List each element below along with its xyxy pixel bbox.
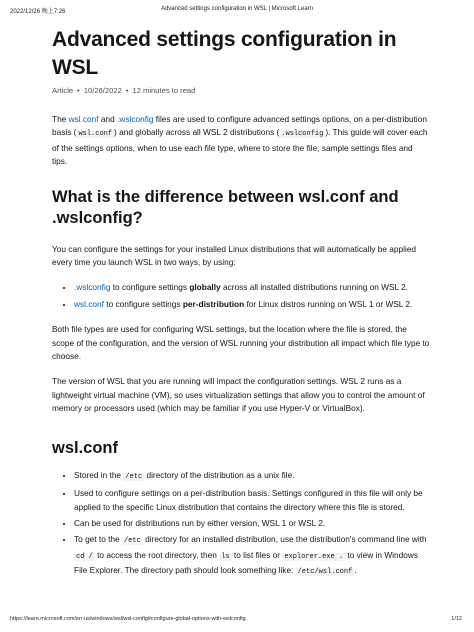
wslconfig-link[interactable]: .wslconfig: [117, 114, 154, 124]
inline-code: cd /: [76, 552, 93, 561]
list-item: • Used to configure settings on a per-distribution basis. Settings configured in this file will only be applied to the specific Linux distribution that contains the directory where this file is stored.: [74, 487, 430, 514]
list-item: • Can be used for distributions run by either version, WSL 1 or WSL 2.: [74, 517, 430, 530]
article-date: 10/26/2022: [83, 86, 122, 95]
list-text: across all installed distributions running on WSL 2.: [220, 282, 409, 293]
inline-code: /etc/wsl.conf: [297, 568, 353, 577]
list-text: directory of the distribution as a unix file.: [144, 469, 295, 480]
inline-code: .wslconfig: [281, 130, 324, 139]
list-text: to configure settings: [110, 282, 190, 293]
print-header: [10, 6, 464, 18]
list-item: [74, 533, 430, 579]
emphasis-text: per-distribution: [182, 298, 245, 309]
article-title: Advanced settings configuration in WSL: [52, 28, 397, 79]
wsl-conf-link[interactable]: wsl.conf: [68, 114, 99, 124]
list-text: directory for an installed distribution, use the distribution's command line with: [142, 534, 427, 545]
section1-paragraph-3: The version of WSL that you are running will impact the configuration settings. WSL 2 runs as a lightweight virtual machine (VM), so uses virtualization settings that allow you to control the amount of memory or processors used (which may be familiar if you use Hyper-V or VirtualBox).: [52, 376, 425, 414]
wslconfig-link[interactable]: .wslconfig: [74, 282, 111, 293]
list-text: to list files or: [231, 549, 283, 560]
list-text: to view in Windows File Explorer. The directory path should look something like:: [74, 549, 418, 576]
section1-paragraph-1: You can configure the settings for your installed Linux distributions that will automatically be applied every time you launch WSL in two ways, by using:: [52, 243, 417, 268]
list-text: for Linux distros running on WSL 1 or WSL 2.: [244, 298, 413, 309]
section1-paragraph-2: Both file types are used for configuring WSL settings, but the location where the file is stored, the scope of the configuration, and the version of WSL running your distribution all impact which file type to choose.: [52, 324, 430, 362]
print-datetime: 2022/12/26 晚上7:26: [10, 9, 66, 15]
inline-code: wsl.conf: [78, 130, 113, 139]
section-heading-difference: What is the difference between wsl.conf and .wslconfig?: [52, 187, 399, 227]
list-item: [74, 281, 430, 294]
wsl-conf-link[interactable]: wsl.conf: [74, 298, 104, 309]
print-footer: [10, 616, 464, 626]
list-text: to configure settings: [103, 298, 183, 309]
inline-code: /etc: [123, 537, 141, 546]
inline-code: explorer.exe .: [284, 552, 344, 561]
list-text: To get to the: [74, 534, 122, 545]
inline-code: ls: [221, 552, 230, 561]
print-page-title: Advanced settings configuration in WSL | Microsoft Learn: [160, 6, 314, 12]
inline-code: /etc: [125, 472, 143, 481]
section-heading-wsl-conf: wsl.conf: [52, 438, 119, 457]
article-content: [52, 26, 430, 592]
article-meta: Article • 10/26/2022 • 12 minutes to read: [52, 86, 196, 95]
article-read-time: 12 minutes to read: [132, 86, 196, 95]
intro-paragraph: [52, 113, 430, 169]
config-methods-list: [52, 281, 430, 311]
intro-text: files are used to configure advanced settings options, on a per-distribution basis (: [52, 114, 428, 138]
intro-text: and: [98, 114, 118, 124]
list-item: [74, 298, 430, 311]
print-url: https://learn.microsoft.com/en-us/windows/wsl/wsl-config#configure-global-options-with-wslconfig: [10, 616, 246, 622]
intro-text: ) and globally across all WSL 2 distributions (: [114, 127, 280, 138]
page-number: 1/12: [451, 616, 462, 622]
emphasis-text: globally: [189, 282, 221, 293]
list-text: .: [354, 565, 357, 576]
list-text: to access the root directory, then: [94, 549, 220, 560]
list-text: Stored in the: [74, 469, 124, 480]
wsl-conf-list: [52, 469, 430, 580]
intro-text: ). This guide will cover each of the settings options, when to use each file type, where to store the file, sample settings files and tips.: [52, 127, 428, 167]
article-type: Article: [52, 86, 74, 95]
intro-text: The: [52, 114, 69, 124]
list-item: [74, 469, 430, 484]
